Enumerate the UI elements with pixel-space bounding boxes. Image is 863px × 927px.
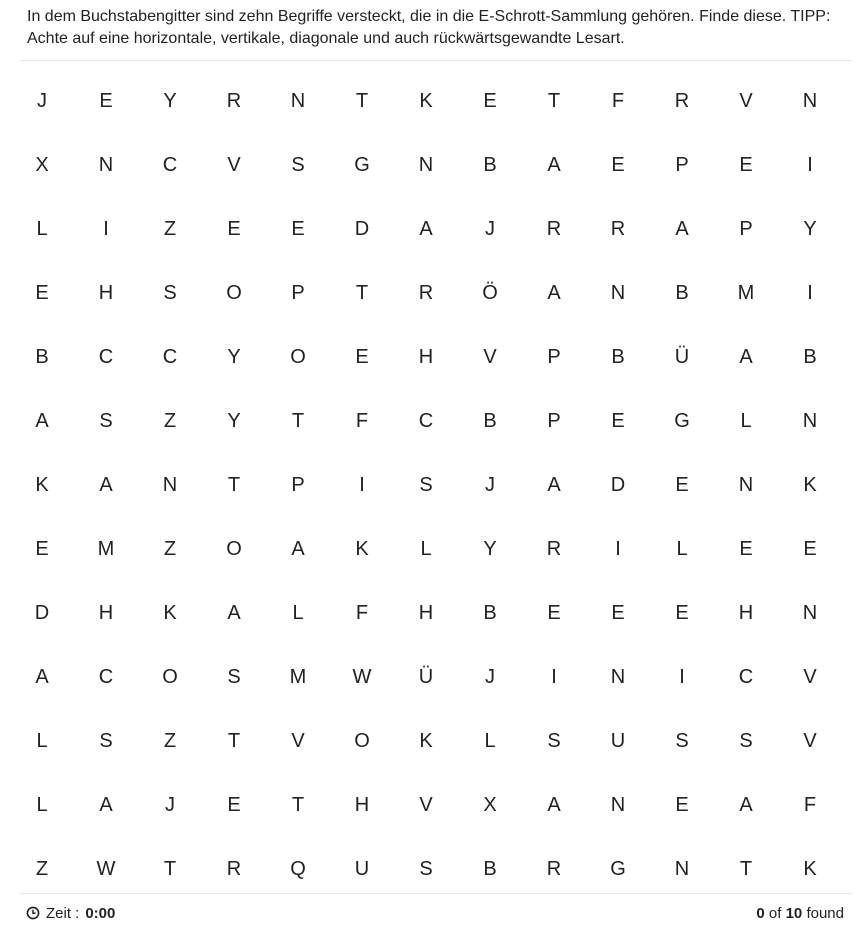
grid-cell[interactable]: K [35,473,49,496]
grid-cell[interactable]: Y [227,409,241,432]
grid-cell[interactable]: N [610,281,626,304]
grid-cell[interactable]: N [802,89,818,112]
grid-cell[interactable]: K [355,537,369,560]
grid-cell[interactable]: N [98,153,114,176]
grid-cell[interactable]: M [737,281,755,304]
grid-cell[interactable]: O [162,665,178,688]
grid-cell[interactable]: E [739,153,753,176]
grid-cell[interactable]: Z [163,217,177,240]
grid-cell[interactable]: L [292,601,304,624]
grid-cell[interactable]: T [291,409,305,432]
grid-cell[interactable]: K [803,857,817,880]
grid-cell[interactable]: E [35,537,49,560]
grid-cell[interactable]: B [803,345,817,368]
grid-cell[interactable]: E [99,89,113,112]
grid-cell[interactable]: K [419,729,433,752]
grid-cell[interactable]: F [355,409,369,432]
grid-cell[interactable]: X [483,793,497,816]
grid-cell[interactable]: R [226,89,242,112]
found-of: of [768,904,782,922]
grid-cell[interactable]: J [485,217,495,240]
grid-cell[interactable]: L [676,537,688,560]
grid-cell[interactable]: S [419,473,433,496]
grid-cell[interactable]: F [355,601,369,624]
grid-cell[interactable]: W [96,857,116,880]
grid-cell[interactable]: Y [163,89,177,112]
grid-cell[interactable]: S [99,729,113,752]
grid-cell[interactable]: E [675,793,689,816]
found-total: 10 [785,904,803,922]
grid-cell[interactable]: D [610,473,626,496]
grid-cell[interactable]: C [162,345,178,368]
grid-cell[interactable]: S [675,729,689,752]
grid-cell[interactable]: I [359,473,365,496]
grid-cell[interactable]: T [227,729,241,752]
grid-cell[interactable]: E [675,601,689,624]
grid-cell[interactable]: P [675,153,689,176]
grid-cell[interactable]: N [674,857,690,880]
grid-cell[interactable]: Ü [418,665,434,688]
grid-cell[interactable]: C [98,345,114,368]
grid-cell[interactable]: S [739,729,753,752]
grid-cell[interactable]: J [37,89,47,112]
grid-cell[interactable]: T [355,281,369,304]
bottom-divider [20,893,852,894]
grid-cell[interactable]: C [98,665,114,688]
grid-cell[interactable]: B [675,281,689,304]
grid-cell[interactable]: C [418,409,434,432]
grid-cell[interactable]: L [740,409,752,432]
grid-cell[interactable]: A [35,409,49,432]
grid-cell[interactable]: V [419,793,433,816]
timer-label: Zeit : [46,904,80,922]
grid-cell[interactable]: E [547,601,561,624]
grid-cell[interactable]: A [547,793,561,816]
grid-cell[interactable]: N [290,89,306,112]
grid-cell[interactable]: A [99,793,113,816]
letter-grid[interactable] [10,69,842,901]
grid-cell[interactable]: E [227,217,241,240]
grid-cell[interactable]: E [35,281,49,304]
grid-cell[interactable]: G [674,409,690,432]
grid-cell[interactable]: S [291,153,305,176]
grid-cell[interactable]: E [227,793,241,816]
grid-cell[interactable]: E [483,89,497,112]
grid-cell[interactable]: E [355,345,369,368]
grid-cell[interactable]: S [99,409,113,432]
grid-cell[interactable]: Z [35,857,49,880]
grid-cell[interactable]: D [34,601,50,624]
grid-cell[interactable]: W [352,665,372,688]
grid-cell[interactable]: E [611,153,625,176]
grid-cell[interactable]: B [483,409,497,432]
grid-cell[interactable]: L [36,217,48,240]
grid-cell[interactable]: V [739,89,753,112]
grid-cell[interactable]: H [98,601,114,624]
grid-cell[interactable]: A [547,473,561,496]
grid-cell[interactable]: E [611,601,625,624]
grid-cell[interactable]: Y [227,345,241,368]
grid-cell[interactable]: B [483,601,497,624]
grid-cell[interactable]: A [547,153,561,176]
grid-cell[interactable]: A [739,793,753,816]
grid-cell[interactable]: P [547,345,561,368]
grid-cell[interactable]: N [610,793,626,816]
grid-cell[interactable]: P [291,473,305,496]
grid-cell[interactable]: Q [290,857,306,880]
grid-cell[interactable]: E [739,537,753,560]
grid-cell[interactable]: R [674,89,690,112]
grid-cell[interactable]: I [679,665,685,688]
grid-cell[interactable]: R [418,281,434,304]
grid-cell[interactable]: M [289,665,307,688]
grid-cell[interactable]: Z [163,537,177,560]
grid-cell[interactable]: K [803,473,817,496]
grid-cell[interactable]: L [420,537,432,560]
grid-cell[interactable]: I [551,665,557,688]
grid-cell[interactable]: I [807,153,813,176]
timer [26,905,115,922]
grid-cell[interactable]: R [610,217,626,240]
grid-cell[interactable]: Z [163,729,177,752]
grid-cell[interactable]: E [803,537,817,560]
grid-cell[interactable]: N [802,601,818,624]
grid-cell[interactable]: A [739,345,753,368]
grid-cell[interactable]: T [355,89,369,112]
grid-cell[interactable]: N [610,665,626,688]
grid-cell[interactable]: J [485,473,495,496]
grid-cell[interactable]: R [546,537,562,560]
grid-cell[interactable]: A [35,665,49,688]
grid-cell[interactable]: N [802,409,818,432]
grid-cell[interactable]: P [547,409,561,432]
grid-cell[interactable]: I [615,537,621,560]
grid-cell[interactable]: V [483,345,497,368]
grid-cell[interactable]: H [418,601,434,624]
grid-cell[interactable]: S [547,729,561,752]
grid-cell[interactable]: E [675,473,689,496]
grid-cell[interactable]: A [99,473,113,496]
grid-cell[interactable]: A [675,217,689,240]
grid-cell[interactable]: V [291,729,305,752]
grid-cell[interactable]: H [418,345,434,368]
grid-cell[interactable]: V [803,665,817,688]
grid-cell[interactable]: F [611,89,625,112]
grid-cell[interactable]: Ü [674,345,690,368]
grid-cell[interactable]: L [36,729,48,752]
grid-cell[interactable]: J [485,665,495,688]
grid-cell[interactable]: A [547,281,561,304]
grid-cell[interactable]: T [547,89,561,112]
grid-cell[interactable]: P [291,281,305,304]
grid-cell[interactable]: G [610,857,626,880]
grid-cell[interactable]: R [546,217,562,240]
timer-value: 0:00 [85,904,116,922]
grid-cell[interactable]: O [290,345,306,368]
clock-icon [26,906,40,920]
grid-cell[interactable]: B [611,345,625,368]
grid-cell[interactable]: N [738,473,754,496]
grid-cell[interactable]: L [36,793,48,816]
grid-cell[interactable]: S [163,281,177,304]
grid-cell[interactable]: G [354,153,370,176]
grid-cell[interactable]: C [738,665,754,688]
grid-cell[interactable]: S [227,665,241,688]
grid-cell[interactable]: O [226,537,242,560]
grid-cell[interactable]: K [419,89,433,112]
grid-cell[interactable]: R [226,857,242,880]
grid-cell[interactable]: L [484,729,496,752]
status-bar [26,903,844,923]
grid-cell[interactable]: A [291,537,305,560]
found-suffix: found [806,904,844,922]
grid-cell[interactable]: H [98,281,114,304]
grid-cell[interactable]: O [226,281,242,304]
instructions-text: In dem Buchstabengitter sind zehn Begriffe versteckt, die in die E-Schrott-Sammlung gehören. Finde diese. TIPP: Achte auf eine horizontale, vertikale, diagonale und auch rückwärtsgewandte Lesart. [27,8,831,47]
grid-cell[interactable]: J [165,793,175,816]
grid-cell[interactable]: I [103,217,109,240]
grid-cell[interactable]: N [418,153,434,176]
grid-cell[interactable]: E [611,409,625,432]
grid-cell[interactable]: B [483,857,497,880]
grid-cell[interactable]: X [35,153,49,176]
grid-cell[interactable]: N [162,473,178,496]
grid-cell[interactable]: M [97,537,115,560]
grid-cell[interactable]: A [227,601,241,624]
grid-cell[interactable]: Y [803,217,817,240]
grid-cell[interactable]: P [739,217,753,240]
grid-cell[interactable]: S [419,857,433,880]
grid-cell[interactable]: K [163,601,177,624]
top-divider [20,60,852,61]
grid-cell[interactable]: T [291,793,305,816]
grid-cell[interactable]: E [291,217,305,240]
grid-cell[interactable]: V [803,729,817,752]
grid-cell[interactable]: T [739,857,753,880]
grid-cell[interactable]: T [227,473,241,496]
grid-cell[interactable]: O [354,729,370,752]
grid-cell[interactable]: T [163,857,177,880]
grid-cell[interactable]: H [738,601,754,624]
grid-cell[interactable]: Y [483,537,497,560]
grid-cell[interactable]: B [35,345,49,368]
grid-cell[interactable]: I [807,281,813,304]
grid-cell[interactable]: D [354,217,370,240]
grid-cell[interactable]: Z [163,409,177,432]
grid-cell[interactable]: B [483,153,497,176]
grid-cell[interactable]: A [419,217,433,240]
grid-cell[interactable]: C [162,153,178,176]
grid-cell[interactable]: U [610,729,626,752]
grid-cell[interactable]: V [227,153,241,176]
found-count: 0 [756,904,765,922]
grid-cell[interactable]: H [354,793,370,816]
grid-cell[interactable]: R [546,857,562,880]
grid-cell[interactable]: U [354,857,370,880]
grid-cell[interactable]: Ö [482,281,498,304]
found-counter [756,905,844,922]
grid-cell[interactable]: F [803,793,817,816]
